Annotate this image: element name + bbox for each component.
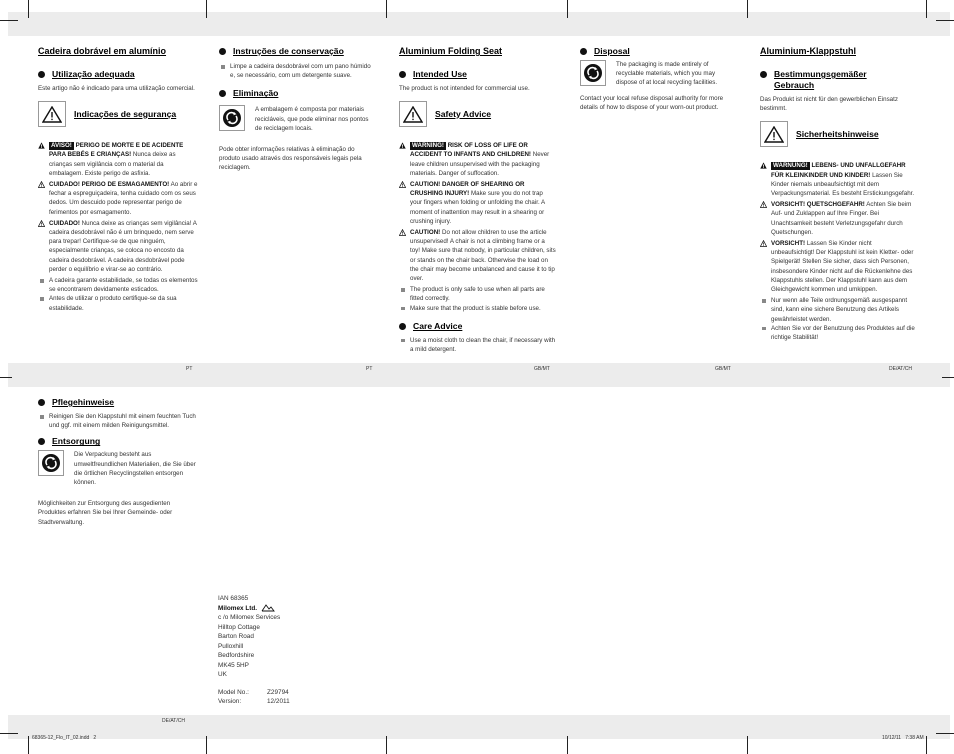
gb-warning-text: Never leave children unsupervised with the packaging materials. Danger of suffocation. — [410, 151, 550, 177]
de-warnung-bold: LEBENS- UND UNFALLGEFAHR FÜR KLEINKINDER UND KINDER! — [771, 162, 906, 179]
de-bullet-item: Achten Sie vor der Benutzung des Produktes auf die richtige Stabilität! — [760, 324, 916, 342]
version-row: Version: 12/2011 — [218, 698, 290, 705]
bullet-square-icon — [221, 65, 225, 69]
address-line: UK — [218, 671, 227, 678]
gb-safety-header — [399, 101, 556, 127]
de-vorsicht1-item — [760, 200, 916, 237]
pt-cuidado1-text: Ao abrir e fechar a espreguiçadeira, tenha cuidado com os seus dedos. Um descuido pode representar perigo de ferimentos por esmagamento. — [49, 181, 198, 216]
bullet-square-icon — [401, 288, 405, 292]
crop-mark — [206, 0, 207, 18]
crop-mark — [386, 736, 387, 754]
pt-cuidado2-item — [38, 219, 198, 274]
de-warnung-badge: WARNUNG! — [773, 162, 808, 170]
pt-safety-heading: Indicações de segurança — [74, 108, 177, 119]
bullet-square-icon — [401, 307, 405, 311]
de-safety-header — [760, 121, 916, 147]
bullet-dot-icon — [38, 438, 45, 445]
pt-disposal-text2: Pode obter informações relativas à eliminação do produto usado através dos responsáveis legais pela reciclagem. — [219, 146, 362, 172]
gb-disposal-text: The packaging is made entirely of recyclable materials, which you may dispose of at local recycling facilities. — [616, 61, 718, 87]
bullet-dot-icon — [219, 48, 226, 55]
page-label: GB/MT — [534, 366, 550, 372]
gb-warning-badge: WARNING! — [412, 142, 444, 150]
gb-bullet-item: The product is only safe to use when all parts are fitted correctly. — [399, 285, 556, 303]
bullet-dot-icon — [760, 71, 767, 78]
pt-cuidado1-item — [38, 180, 198, 217]
bullet-dot-icon — [399, 323, 406, 330]
address-line: MK45 5HP — [218, 661, 249, 669]
gb-disposal-text2: Contact your local refuse disposal authority for more details of how to dispose of your worn-out product. — [580, 94, 724, 111]
bullet-square-icon — [401, 339, 405, 343]
bullet-dot-icon — [219, 90, 226, 97]
ian-number: IAN 68365 — [218, 595, 249, 602]
page-label: DE/AT/CH — [889, 366, 912, 372]
de-safety-heading: Sicherheitshinweise — [796, 128, 879, 139]
warning-outline-icon — [38, 220, 45, 227]
warning-filled-icon — [760, 162, 767, 169]
pt-use-text: Este artigo não é indicado para uma utilização comercial. — [38, 85, 195, 92]
pt-column-2 — [219, 46, 376, 173]
de-vorsicht1-text: Achten Sie beim Auf- und Zuklappen auf Ihre Finger. Bei Unachtsamkeit besteht Verletzungsgefahr durch Quetschungen. — [771, 201, 912, 236]
pt-column-1 — [38, 46, 198, 313]
pt-aviso-badge: AVISO! — [51, 142, 72, 150]
gb-caution2-text: Do not allow children to use the article unsupervised! A chair is not a climbing frame or a toy! Make sure that nobody, in particular children, sits or stands on the chair back. Otherwise the load on the chair may become unbalanced and cause it to tip over. — [410, 229, 556, 283]
gb-caution2-item — [399, 228, 556, 283]
pt-bullet-item: Antes de utilizar o produto certifique-se da sua estabilidade. — [38, 294, 198, 312]
recycle-icon — [580, 60, 606, 86]
pt-bullet-item: A cadeira garante estabilidade, se todas os elementos se encontrarem devidamente esticados. — [38, 276, 198, 294]
gb-use-text: The product is not intended for commercial use. — [399, 85, 530, 92]
bullet-square-icon — [762, 327, 766, 331]
gb-warning-item — [399, 141, 556, 178]
bullet-dot-icon — [399, 71, 406, 78]
warning-outline-icon — [399, 181, 406, 188]
de-disposal-text2: Möglichkeiten zur Entsorgung des ausgedienten Produktes erfahren Sie bei Ihrer Gemeinde- oder Stadtverwaltung. — [38, 500, 173, 526]
gb-warning-bold: RISK OF LOSS OF LIFE OR ACCIDENT TO INFANTS AND CHILDREN! — [410, 142, 531, 159]
pt-care-item: Limpe a cadeira desdobrável com um pano húmido e, se necessário, com um detergente suave. — [219, 62, 376, 80]
de-recycle-block — [38, 450, 198, 487]
bullet-dot-icon — [580, 48, 587, 55]
page-label: PT — [186, 366, 193, 372]
recycle-icon — [219, 105, 245, 131]
de-column-1 — [760, 46, 916, 342]
bullet-dot-icon — [38, 399, 45, 406]
file-name: 68365-12_Flo_IT_02.indd 2 — [32, 735, 97, 741]
gb-safety-heading: Safety Advice — [435, 108, 492, 119]
crop-mark — [0, 377, 12, 378]
crop-mark — [942, 377, 954, 378]
timestamp: 10/12/11 7:38 AM — [882, 735, 924, 741]
crop-mark — [936, 20, 954, 21]
address-line: Bedfordshire — [218, 652, 255, 659]
pt-cuidado2-bold: CUIDADO! — [49, 219, 80, 227]
bullet-square-icon — [40, 279, 44, 283]
de-vorsicht1-bold: VORSICHT! QUETSCHGEFAHR! — [771, 201, 865, 209]
crop-mark — [747, 736, 748, 754]
crop-mark — [567, 736, 568, 754]
bullet-square-icon — [762, 299, 766, 303]
crop-mark — [926, 0, 927, 18]
crop-mark — [567, 0, 568, 18]
gb-caution1-item — [399, 180, 556, 226]
gb-caution1-text: Make sure you do not trap your fingers when folding or unfolding the chair. A moment of inattention may result in a shearing or crushing injury. — [410, 190, 545, 225]
model-row: Model No.: Z29794 — [218, 688, 289, 696]
crop-mark — [747, 0, 748, 18]
warning-outline-icon — [399, 229, 406, 236]
crop-mark — [0, 733, 18, 734]
warning-triangle-icon — [760, 121, 788, 147]
imprint-block — [218, 594, 290, 707]
warning-triangle-icon — [38, 101, 66, 127]
pt-aviso-item — [38, 141, 198, 178]
pt-safety-header — [38, 101, 198, 127]
warning-filled-icon — [38, 142, 45, 149]
de-warnung-text: Lassen Sie Kinder niemals unbeaufsichtigt mit dem Verpackungsmaterial. Es besteht Erstickungsgefahr. — [771, 171, 915, 198]
gb-caution1-bold: CAUTION! DANGER OF SHEARING OR CRUSHING INJURY! — [410, 181, 525, 198]
crop-mark — [0, 20, 18, 21]
crop-mark — [28, 0, 29, 18]
company-row — [218, 604, 290, 614]
de-care-item: Reinigen Sie den Klappstuhl mit einem feuchten Tuch und ggf. mit einem milden Reinigungsmittel. — [38, 412, 198, 430]
de-use-text: Das Produkt ist nicht für den gewerblichen Einsatz bestimmt. — [760, 96, 898, 113]
de-disposal-heading: Entsorgung — [38, 436, 198, 447]
page-label: DE/AT/CH — [162, 718, 185, 724]
gb-recycle-block — [580, 60, 737, 88]
bottom-band — [8, 715, 950, 739]
bullet-square-icon — [40, 415, 44, 419]
warning-filled-icon — [399, 142, 406, 149]
de-use-heading: Bestimmungsgemäßer Gebrauch — [760, 69, 916, 91]
de-warnung-item — [760, 161, 916, 198]
gb-care-heading: Care Advice — [399, 321, 556, 332]
pt-aviso-text: Nunca deixe as crianças sem vigilância com o material da embalagem. Existe perigo de asfixia. — [49, 151, 176, 177]
gb-title: Aluminium Folding Seat — [399, 46, 502, 56]
page-label: PT — [366, 366, 373, 372]
warning-triangle-icon — [399, 101, 427, 127]
crop-mark — [386, 0, 387, 18]
de-disposal-text: Die Verpackung besteht aus umweltfreundlichen Materialien, die Sie über die örtlichen Recyclingstellen entsorgen können. — [74, 451, 196, 487]
de-column-2 — [38, 397, 198, 527]
pt-recycle-block — [219, 105, 376, 133]
recycle-icon — [38, 450, 64, 476]
crop-mark — [206, 736, 207, 754]
gb-disposal-heading: Disposal — [580, 46, 737, 57]
pt-disposal-heading: Eliminação — [219, 88, 376, 99]
warning-outline-icon — [38, 181, 45, 188]
gb-caution2-bold: CAUTION! — [410, 229, 441, 237]
page-label: GB/MT — [715, 366, 731, 372]
address-line: Hilltop Cottage — [218, 623, 260, 631]
address-line: Pulloxhill — [218, 642, 244, 650]
company-logo-icon — [261, 604, 275, 612]
de-vorsicht2-text: Lassen Sie Kinder nicht unbeaufsichtigt! Der Klappstuhl ist kein Kletter- oder Spielgerät! Stellen Sie sicher, dass sich Personen, insbesondere Kinder nicht auf die Rückenlehne des Klappstuhls stellen. Der Klappstuhl kann aus dem Gleichgewicht kommen und umkippen. — [771, 240, 914, 294]
bullet-dot-icon — [38, 71, 45, 78]
address-line: Barton Road — [218, 633, 254, 640]
pt-use-heading: Utilização adequada — [38, 69, 198, 80]
warning-outline-icon — [760, 201, 767, 208]
gb-bullet-item: Make sure that the product is stable before use. — [399, 304, 556, 313]
de-title: Aluminium-Klappstuhl — [760, 46, 856, 56]
pt-title: Cadeira dobrável em alumínio — [38, 46, 167, 56]
company-name: Milomex Ltd. — [218, 604, 258, 612]
gb-use-heading: Intended Use — [399, 69, 556, 80]
crop-mark — [28, 736, 29, 754]
pt-cuidado2-text: Nunca deixe as crianças sem vigilância! A cadeira desdobrável não é um brinquedo, nem serve para trepar! Certifique-se de que ninguém, especialmente crianças, se coloca no encosto da cadeira desdobrável. A cadeira desdobrável pode perder o equilíbrio e virar-se ao contrário. — [49, 219, 197, 273]
warning-outline-icon — [760, 240, 767, 247]
de-bullet-item: Nur wenn alle Teile ordnungsgemäß ausgespannt sind, kann eine sichere Benutzung des Artikels gewährleistet werden. — [760, 296, 916, 324]
gb-column-1 — [399, 46, 556, 354]
crop-mark — [936, 733, 954, 734]
crop-mark — [926, 736, 927, 754]
pt-aviso-bold: PERIGO DE MORTE E DE ACIDENTE PARA BEBÉS E CRIANÇAS! — [49, 142, 184, 159]
gb-care-item: Use a moist cloth to clean the chair, if necessary with a mild detergent. — [399, 336, 556, 354]
middle-band — [8, 363, 950, 387]
top-band — [8, 12, 950, 36]
address-line: c /o Milomex Services — [218, 614, 281, 621]
bullet-square-icon — [40, 297, 44, 301]
pt-disposal-text: A embalagem é composta por materiais recicláveis, que pode eliminar nos pontos de reciclagem locais. — [255, 106, 369, 132]
de-care-heading: Pflegehinweise — [38, 397, 198, 408]
pt-cuidado1-bold: CUIDADO! PERIGO DE ESMAGAMENTO! — [49, 181, 170, 189]
de-vorsicht2-bold: VORSICHT! — [771, 240, 806, 248]
de-vorsicht2-item — [760, 239, 916, 294]
gb-column-2 — [580, 46, 737, 112]
pt-care-heading: Instruções de conservação — [219, 46, 376, 57]
